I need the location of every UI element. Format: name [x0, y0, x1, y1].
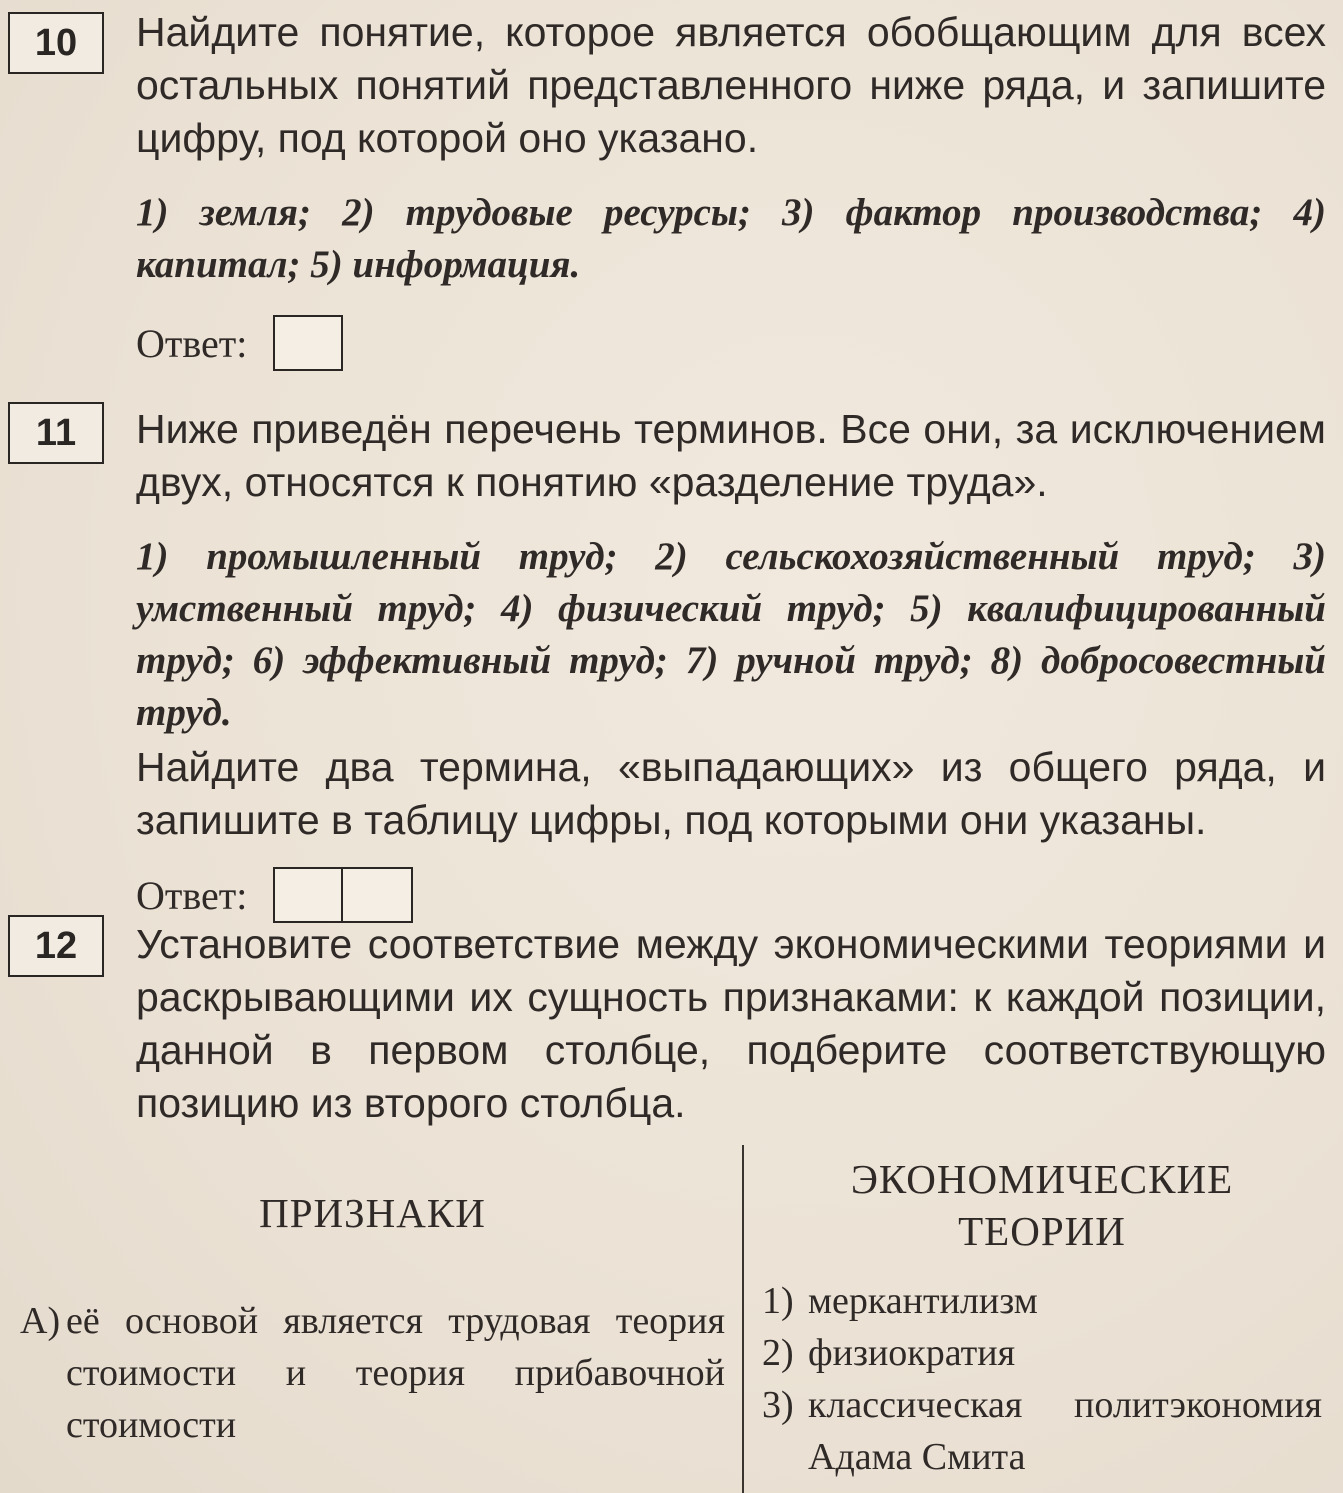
item-marker: 2) [762, 1332, 794, 1374]
matching-table [20, 1145, 1330, 1493]
answer-box[interactable] [273, 315, 343, 371]
item-text: физиократия [808, 1332, 1016, 1374]
theory-item-1 [762, 1275, 1322, 1327]
theories-list [762, 1275, 1322, 1483]
item-marker: А) [20, 1300, 61, 1342]
answer-label: Ответ: [136, 872, 248, 918]
theory-item-3 [762, 1379, 1322, 1483]
column-divider [742, 1145, 744, 1493]
question-11-options: 1) промышленный труд; 2) сельскохозяйственный труд; 3) умственный труд; 4) физический труд; 5) квалифицированный труд; 6) эффективный труд; 7) ручной труд; 8) добросовестный труд. [136, 535, 1326, 734]
item-text: классическая политэкономия Адама Смита [808, 1384, 1322, 1478]
answer-box-1[interactable] [273, 867, 343, 923]
answer-box-2[interactable] [343, 867, 413, 923]
question-10-answer [136, 315, 1326, 371]
item-marker: 1) [762, 1280, 794, 1322]
features-column [20, 1145, 725, 1451]
item-marker: 3) [762, 1384, 794, 1426]
question-number-11: 11 [8, 402, 104, 464]
item-text: меркантилизм [808, 1280, 1038, 1322]
question-10-options: 1) земля; 2) трудовые ресурсы; 3) фактор производства; 4) капитал; 5) информация. [136, 191, 1326, 286]
question-12-text: Установите соответствие между экономическими теориями и раскрывающими их сущность признаками: к каждой позиции, данной в первом столбце, подберите соответствующую позицию из второго столбца. [136, 921, 1326, 1126]
theories-header: ЭКОНОМИЧЕСКИЕ ТЕОРИИ [850, 1156, 1234, 1254]
question-10-text: Найдите понятие, которое является обобщающим для всех остальных понятий представленного ниже ряда, и запишите цифру, под которой оно указано. [136, 9, 1326, 161]
question-number-12: 12 [8, 915, 104, 977]
theories-column [762, 1145, 1322, 1483]
question-11 [136, 403, 1326, 923]
question-11-text: Ниже приведён перечень терминов. Все они, за исключением двух, относятся к понятию «разделение труда». [136, 406, 1326, 505]
item-text: её основой является трудовая теория стоимости и теория прибавочной стоимости [66, 1300, 725, 1446]
question-12 [136, 918, 1326, 1130]
question-11-answer [136, 867, 1326, 923]
theory-item-2 [762, 1327, 1322, 1379]
question-number-10: 10 [8, 12, 104, 74]
feature-item-a [20, 1295, 725, 1451]
question-11-task: Найдите два термина, «выпадающих» из общего ряда, и запишите в таблицу цифры, под которыми они указаны. [136, 744, 1326, 843]
question-10 [136, 6, 1326, 371]
answer-label: Ответ: [136, 320, 248, 366]
features-header: ПРИЗНАКИ [259, 1190, 486, 1236]
